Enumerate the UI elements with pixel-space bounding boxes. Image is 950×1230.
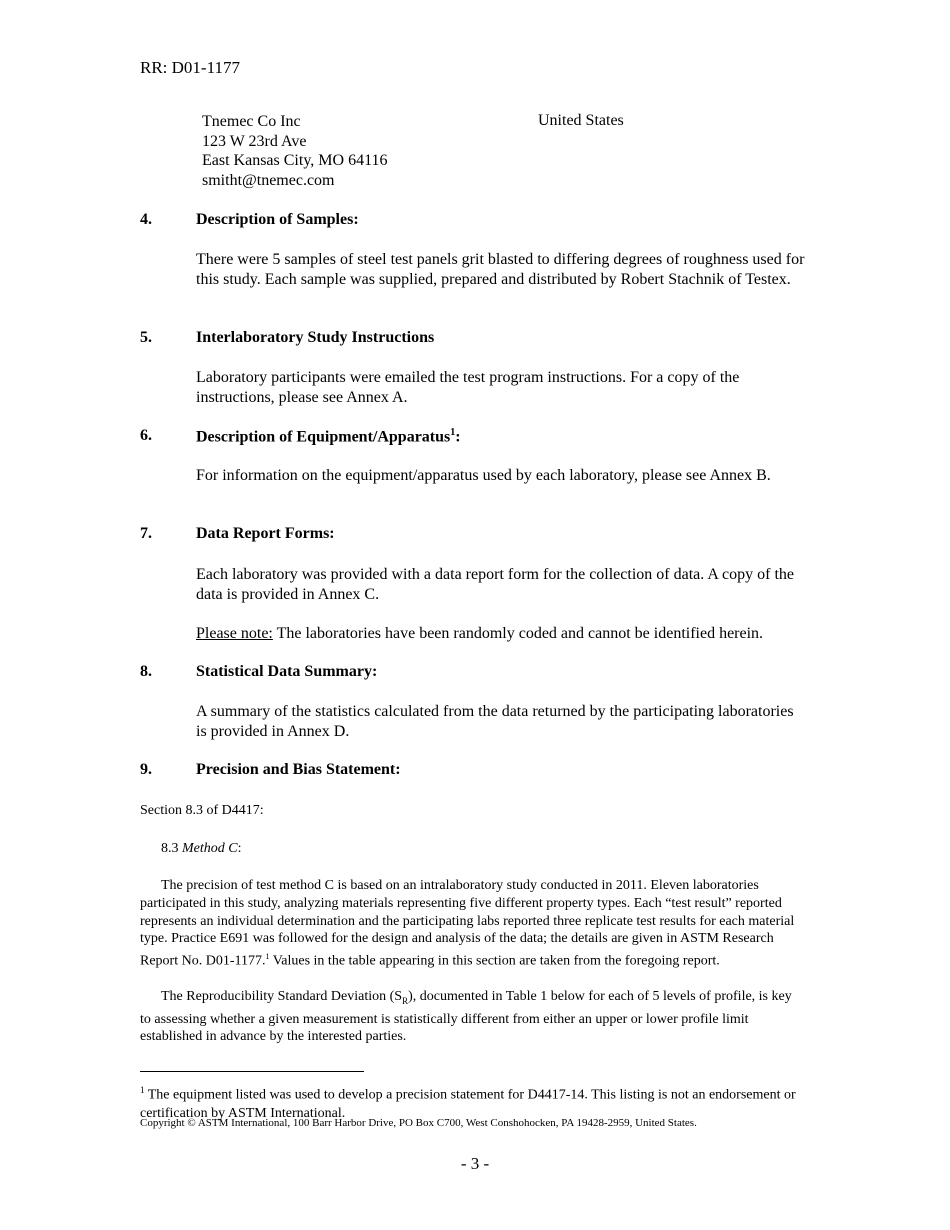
section-5-text: Laboratory participants were emailed the test program instructions. For a copy of the instructions, please see Annex A. [196,369,740,406]
method-c-heading: 8.3 Method C: [161,841,242,856]
section-8-text: A summary of the statistics calculated from the data returned by the participating laboratories is provided in Annex D. [196,703,794,740]
section-4-title: Description of Samples: [196,211,359,228]
section-4-number: 4. [140,211,152,228]
section-5-title: Interlaboratory Study Instructions [196,329,435,346]
section-7-text: Each laboratory was provided with a data report form for the collection of data. A copy of the data is provided in Annex C. [196,566,795,603]
precision-paragraph: The precision of test method C is based on an intralaboratory study conducted in 2011. Eleven laboratories participated in this study, analyzing materials representing five different property types. Each “test result” reported represents an individual determination and the participating labs reported three replicate test results for each material type. Practice E691 was followed for the design and analysis of the data; the details are given in ASTM Research Report No. D01-1177.$^1$ Values in the table appearing in this section are taken from the foregoing report. [140,878,795,969]
contact-email: smitht@tnemec.com [202,172,335,189]
contact-city: East Kansas City, MO 64116 [202,152,388,169]
section-7-note: Please note: The laboratories have been randomly coded and cannot be identified herein. [196,625,764,642]
page-number: - 3 - [460,1154,490,1173]
contact-company: Tnemec Co Inc [202,113,301,130]
section-7-title: Data Report Forms: [196,525,335,542]
section-8-number: 8. [140,663,152,680]
footnote-ref-1: 1 [450,427,456,438]
section-8-title: Statistical Data Summary: [196,663,378,680]
contact-country: United States [538,112,624,129]
section-9-number: 9. [140,761,152,778]
note-label: Please note: [196,625,273,642]
section-9-title: Precision and Bias Statement: [196,761,401,778]
d4417-section-ref: Section 8.3 of D4417: [140,803,264,818]
section-6-text: For information on the equipment/apparatus used by each laboratory, please see Annex B. [196,467,771,484]
report-id-header: RR: D01-1177 [140,58,240,77]
section-4-text: There were 5 samples of steel test panels grit blasted to differing degrees of roughness used for this study. Each sample was supplied, prepared and distributed by Robert Stachnik of Testex. [196,251,805,288]
footnote-divider [140,1071,364,1072]
contact-street: 123 W 23rd Ave [202,133,307,150]
section-5-number: 5. [140,329,152,346]
reproducibility-paragraph: The Reproducibility Standard Deviation $(S_R)$, documented in Table 1 below for each of 5 levels of profile, is key to assessing whether a given measurement is statistically different from either an upper or lower profile limit established in advance by the interested parties. [140,989,792,1045]
copyright-line: Copyright © ASTM International, 100 Barr Harbor Drive, PO Box C700, West Conshohocken, PA 19428-2959, United States. [140,1117,697,1129]
section-6-number: 6. [140,427,152,444]
section-7-number: 7. [140,525,152,542]
section-6-title: Description of Equipment/Apparatus$^1$: [196,427,461,446]
footnote-ref-i: 1 [265,952,270,962]
footnote: $^1$ The equipment listed was used to develop a precision statement for D4417-14. This listing is not an endorsement or certification by ASTM International. [140,1085,796,1121]
